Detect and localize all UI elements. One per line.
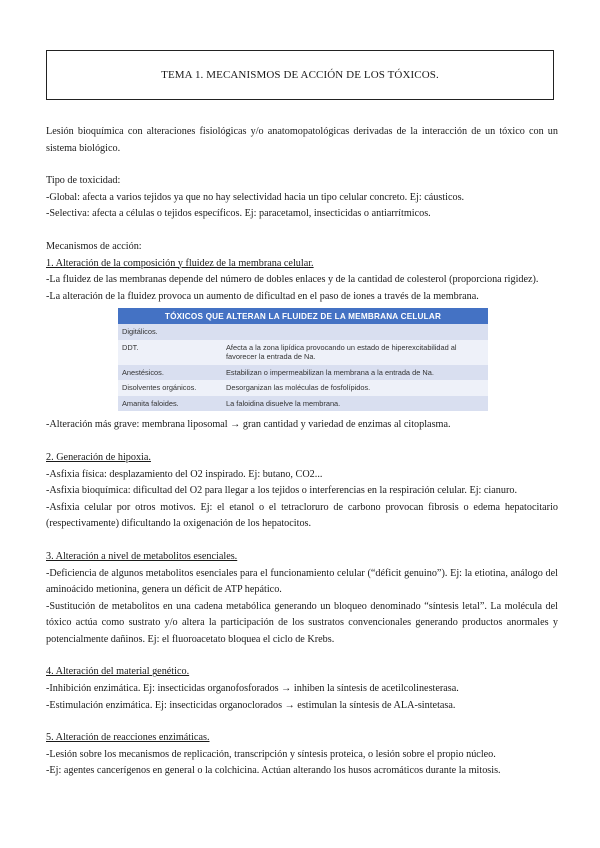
section-3-line: -Deficiencia de algunos metabolitos esenciales para el funcionamiento celular (“déficit genuino”). Ej: la etiotina, análogo del aminoácido metionina, genera un déficit de ATP hepático. bbox=[46, 567, 558, 596]
section-1-line: -La alteración de la fluidez provoca un aumento de dificultad en el paso de iones a través de la membrana. bbox=[46, 290, 479, 302]
section-3-line: -Sustitución de metabolitos en una cadena metabólica generando un bloqueo denominado “síntesis letal”. La molécula del tóxico actúa como sustrato y/o altera la participación de los sustratos convencionales generando productos anormales y potencialmente dañinos. Ej: el fluoroacetato bloquea el ciclo de Krebs. bbox=[46, 600, 558, 645]
section-1-line: -La fluidez de las membranas depende del número de dobles enlaces y de la cantidad de colesterol (proporciona rigidez). bbox=[46, 274, 539, 286]
table-cell-effect: Estabilizan o impermeabilizan la membrana a la entrada de Na. bbox=[222, 365, 488, 381]
table-cell-agent: DDT. bbox=[118, 340, 222, 365]
table-cell-effect: La faloidina disuelve la membrana. bbox=[222, 396, 488, 412]
document-body bbox=[46, 124, 558, 780]
table-row bbox=[118, 365, 488, 381]
table-row bbox=[118, 340, 488, 365]
table-cell-agent: Disolventes orgánicos. bbox=[118, 380, 222, 396]
table-cell-effect: Desorganizan las moléculas de fosfolípidos. bbox=[222, 380, 488, 396]
toxicity-selective: -Selectiva: afecta a células o tejidos específicos. Ej: paracetamol, insecticidas o antiarrítmicos. bbox=[46, 208, 431, 220]
table-cell-effect bbox=[222, 324, 488, 340]
page-title: TEMA 1. MECANISMOS DE ACCIÓN DE LOS TÓXICOS. bbox=[161, 69, 439, 81]
table-cell-effect: Afecta a la zona lipídica provocando un estado de hiperexcitabilidad al favorecer la entrada de Na. bbox=[222, 340, 488, 365]
section-1-heading: 1. Alteración de la composición y fluidez de la membrana celular. bbox=[46, 257, 314, 269]
section-2-heading: 2. Generación de hipoxia. bbox=[46, 451, 151, 463]
section-2-line: -Asfixia celular por otros motivos. Ej: el etanol o el tetracloruro de carbono provocan fibrosis o edema hepatocitario (respectivamente) dificultando la oxigenación de los hepatocitos. bbox=[46, 501, 558, 530]
toxicity-global: -Global: afecta a varios tejidos ya que no hay selectividad hacia un tipo celular concreto. Ej: cáusticos. bbox=[46, 191, 465, 203]
section-4-heading: 4. Alteración del material genético. bbox=[46, 666, 190, 678]
section-2-line: -Asfixia bioquímica: dificultad del O2 para llegar a los tejidos o interferencias en la respiración celular. Ej: cianuro. bbox=[46, 485, 517, 497]
section-5-line: -Ej: agentes cancerígenos en general o la colchicina. Actúan alterando los husos acromáticos durante la mitosis. bbox=[46, 765, 501, 777]
toxics-table-header: TÓXICOS QUE ALTERAN LA FLUIDEZ DE LA MEMBRANA CELULAR bbox=[118, 308, 488, 324]
section-3-heading: 3. Alteración a nivel de metabolitos esenciales. bbox=[46, 550, 238, 562]
section-4-line: -Estimulación enzimática. Ej: insecticidas organoclorados → estimulan la síntesis de ALA-sintetasa. bbox=[46, 699, 456, 711]
title-box bbox=[46, 50, 554, 100]
section-5-line: -Lesión sobre los mecanismos de replicación, transcripción y síntesis proteica, o lesión sobre el propio núcleo. bbox=[46, 748, 496, 760]
section-5-heading: 5. Alteración de reacciones enzimáticas. bbox=[46, 732, 210, 744]
section-4-line: -Inhibición enzimática. Ej: insecticidas organofosforados → inhiben la síntesis de acetilcolinesterasa. bbox=[46, 683, 459, 695]
table-row bbox=[118, 380, 488, 396]
table-cell-agent: Anestésicos. bbox=[118, 365, 222, 381]
table-row bbox=[118, 324, 488, 340]
section-2-line: -Asfixia física: desplazamiento del O2 inspirado. Ej: butano, CO2... bbox=[46, 468, 323, 480]
table-row bbox=[118, 396, 488, 412]
mechanisms-heading: Mecanismos de acción: bbox=[46, 240, 142, 252]
toxicity-heading: Tipo de toxicidad: bbox=[46, 175, 121, 187]
table-cell-agent: Amanita faloides. bbox=[118, 396, 222, 412]
section-1-after: -Alteración más grave: membrana liposomal → gran cantidad y variedad de enzimas al citoplasma. bbox=[46, 419, 451, 431]
table-cell-agent: Digitálicos. bbox=[118, 324, 222, 340]
intro-paragraph: Lesión bioquímica con alteraciones fisiológicas y/o anatomopatológicas derivadas de la interacción de un tóxico con un sistema biológico. bbox=[46, 126, 558, 154]
toxics-table bbox=[118, 308, 488, 411]
